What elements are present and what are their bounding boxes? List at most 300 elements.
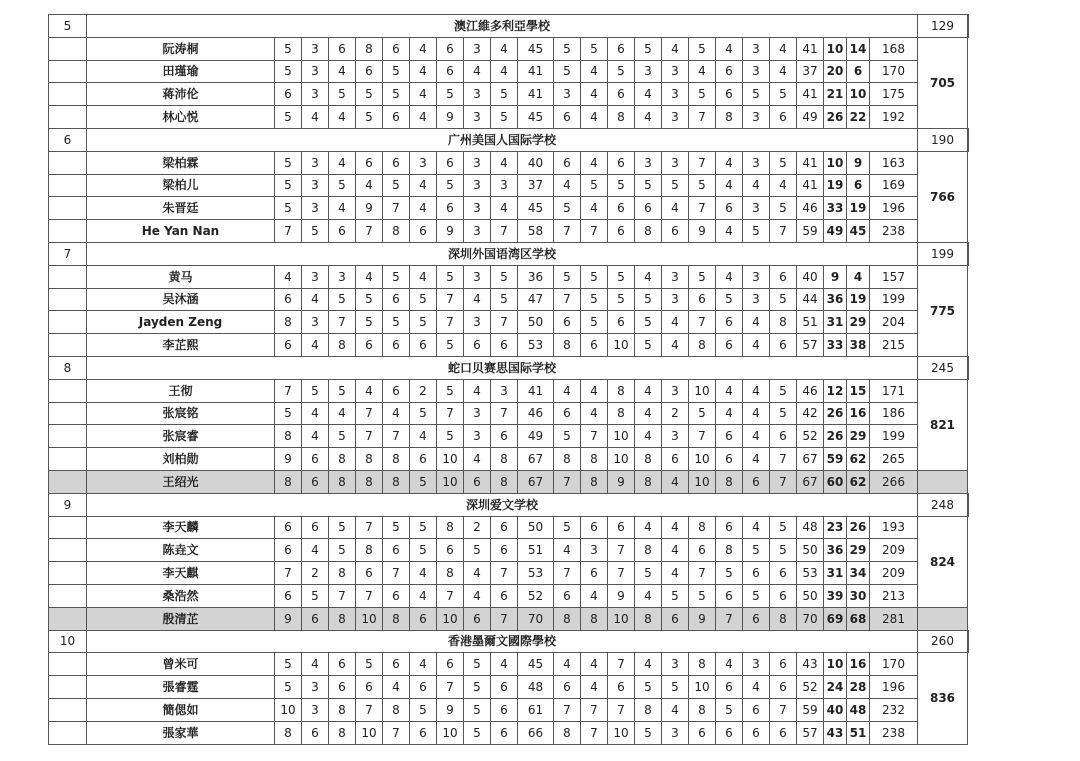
score-cell: 4 <box>581 83 608 106</box>
score-cell: 4 <box>581 379 608 402</box>
front-nine-total: 36 <box>518 265 554 288</box>
player-name: 黄马 <box>87 265 275 288</box>
score-cell: 8 <box>275 425 302 448</box>
score-cell: 6 <box>356 151 383 174</box>
school-total: 190 <box>918 128 968 151</box>
score-cell: 6 <box>608 676 635 699</box>
score-cell: 10 <box>437 607 464 630</box>
player-name: 蒋沛伦 <box>87 83 275 106</box>
score-cell: 26 <box>847 516 870 539</box>
front-nine-total: 52 <box>518 584 554 607</box>
score-cell: 10 <box>689 379 716 402</box>
player-name: 林心悦 <box>87 106 275 129</box>
front-nine-total: 45 <box>518 106 554 129</box>
score-cell: 5 <box>356 106 383 129</box>
front-nine-total: 46 <box>518 402 554 425</box>
score-cell: 7 <box>356 220 383 243</box>
score-cell: 3 <box>302 676 329 699</box>
score-cell: 6 <box>437 151 464 174</box>
score-cell: 5 <box>275 106 302 129</box>
score-cell: 6 <box>383 379 410 402</box>
score-cell: 8 <box>275 311 302 334</box>
score-cell: 6 <box>383 334 410 357</box>
player-total: 209 <box>870 539 918 562</box>
front-nine-total: 47 <box>518 288 554 311</box>
score-cell: 19 <box>847 197 870 220</box>
score-cell: 6 <box>743 607 770 630</box>
score-cell: 3 <box>743 37 770 60</box>
score-cell: 6 <box>383 584 410 607</box>
score-cell: 7 <box>689 197 716 220</box>
score-cell: 6 <box>554 106 581 129</box>
score-cell: 6 <box>491 584 518 607</box>
score-cell: 6 <box>491 539 518 562</box>
score-cell: 5 <box>689 37 716 60</box>
score-cell: 7 <box>554 698 581 721</box>
back-nine-total: 41 <box>797 151 824 174</box>
score-cell: 3 <box>662 379 689 402</box>
score-cell: 7 <box>491 220 518 243</box>
score-cell: 7 <box>437 288 464 311</box>
score-cell: 4 <box>716 402 743 425</box>
score-cell: 8 <box>329 470 356 493</box>
school-rank: 5 <box>49 15 87 38</box>
score-cell: 7 <box>329 311 356 334</box>
score-cell: 5 <box>770 539 797 562</box>
score-cell: 8 <box>554 607 581 630</box>
score-cell: 4 <box>770 174 797 197</box>
score-cell: 3 <box>464 425 491 448</box>
score-cell: 4 <box>716 379 743 402</box>
score-cell: 8 <box>581 448 608 471</box>
score-cell: 8 <box>383 607 410 630</box>
player-row <box>49 334 969 357</box>
score-cell: 3 <box>302 197 329 220</box>
player-row <box>49 83 969 106</box>
score-cell: 29 <box>847 539 870 562</box>
score-cell: 4 <box>410 83 437 106</box>
school-name: 深圳外国语湾区学校 <box>87 242 918 265</box>
score-cell: 7 <box>689 425 716 448</box>
score-cell: 6 <box>329 653 356 676</box>
rank-blank <box>49 698 87 721</box>
score-cell: 4 <box>464 584 491 607</box>
school-header-row <box>49 630 969 653</box>
player-name: 李芷熙 <box>87 334 275 357</box>
score-cell: 10 <box>824 653 847 676</box>
score-cell: 28 <box>847 676 870 699</box>
player-row <box>49 653 969 676</box>
score-cell: 4 <box>464 448 491 471</box>
score-cell: 6 <box>302 448 329 471</box>
score-cell: 4 <box>743 174 770 197</box>
score-cell: 3 <box>464 220 491 243</box>
score-cell: 3 <box>464 83 491 106</box>
score-cell: 5 <box>581 288 608 311</box>
score-cell: 8 <box>356 448 383 471</box>
score-cell: 6 <box>302 721 329 744</box>
score-cell: 8 <box>635 607 662 630</box>
score-cell: 5 <box>410 402 437 425</box>
score-cell: 6 <box>275 288 302 311</box>
score-cell: 10 <box>356 607 383 630</box>
score-cell: 19 <box>824 174 847 197</box>
score-cell: 6 <box>716 60 743 83</box>
player-name: 张宸睿 <box>87 425 275 448</box>
player-name: He Yan Nan <box>87 220 275 243</box>
score-cell: 4 <box>464 60 491 83</box>
front-nine-total: 58 <box>518 220 554 243</box>
team-total-blank <box>968 242 969 265</box>
score-cell: 8 <box>275 470 302 493</box>
back-nine-total: 42 <box>797 402 824 425</box>
back-nine-total: 49 <box>797 106 824 129</box>
score-cell: 8 <box>689 698 716 721</box>
score-cell: 8 <box>383 470 410 493</box>
score-cell: 4 <box>491 653 518 676</box>
score-cell: 8 <box>716 470 743 493</box>
score-cell: 10 <box>437 721 464 744</box>
score-cell: 69 <box>824 607 847 630</box>
score-cell: 7 <box>554 562 581 585</box>
back-nine-total: 57 <box>797 334 824 357</box>
score-cell: 6 <box>581 516 608 539</box>
score-cell: 3 <box>464 37 491 60</box>
front-nine-total: 53 <box>518 334 554 357</box>
score-cell: 31 <box>824 562 847 585</box>
score-cell: 8 <box>635 448 662 471</box>
score-cell: 8 <box>689 653 716 676</box>
front-nine-total: 41 <box>518 60 554 83</box>
score-cell: 10 <box>824 37 847 60</box>
score-cell: 5 <box>662 584 689 607</box>
rank-blank <box>49 448 87 471</box>
score-cell: 5 <box>329 539 356 562</box>
team-total-blank <box>968 630 969 653</box>
score-cell: 5 <box>356 83 383 106</box>
rank-blank <box>49 197 87 220</box>
team-total-blank <box>968 493 969 516</box>
back-nine-total: 51 <box>797 311 824 334</box>
score-cell: 6 <box>847 60 870 83</box>
score-cell: 6 <box>554 584 581 607</box>
score-cell: 8 <box>383 220 410 243</box>
score-cell: 5 <box>770 83 797 106</box>
score-cell: 4 <box>302 539 329 562</box>
rank-blank <box>49 539 87 562</box>
player-name: 刘柏勋 <box>87 448 275 471</box>
front-nine-total: 41 <box>518 379 554 402</box>
score-cell: 7 <box>716 607 743 630</box>
score-cell: 3 <box>491 379 518 402</box>
score-cell: 6 <box>383 288 410 311</box>
player-name: 張家華 <box>87 721 275 744</box>
score-cell: 23 <box>824 516 847 539</box>
score-cell: 6 <box>437 539 464 562</box>
score-cell: 4 <box>581 60 608 83</box>
score-cell: 8 <box>329 607 356 630</box>
school-name: 香港墨爾文國際學校 <box>87 630 918 653</box>
school-header-row <box>49 493 969 516</box>
score-cell: 4 <box>662 197 689 220</box>
score-cell: 5 <box>302 584 329 607</box>
player-name: 梁柏霖 <box>87 151 275 174</box>
score-cell: 5 <box>635 311 662 334</box>
results-table-body <box>49 15 969 745</box>
score-cell: 3 <box>662 83 689 106</box>
score-cell: 10 <box>608 334 635 357</box>
score-cell: 3 <box>662 151 689 174</box>
score-cell: 5 <box>491 265 518 288</box>
player-name: 王绍光 <box>87 470 275 493</box>
player-row <box>49 379 969 402</box>
score-cell: 5 <box>275 37 302 60</box>
score-cell: 3 <box>662 653 689 676</box>
score-cell: 34 <box>847 562 870 585</box>
rank-blank <box>49 265 87 288</box>
score-cell: 5 <box>464 676 491 699</box>
score-cell: 4 <box>635 425 662 448</box>
player-name: 簡偲如 <box>87 698 275 721</box>
score-cell: 2 <box>302 562 329 585</box>
player-row <box>49 265 969 288</box>
rank-blank <box>49 584 87 607</box>
results-table <box>48 14 969 745</box>
score-cell: 5 <box>635 174 662 197</box>
score-cell: 6 <box>302 470 329 493</box>
rank-blank <box>49 402 87 425</box>
score-cell: 5 <box>491 83 518 106</box>
back-nine-total: 43 <box>797 653 824 676</box>
score-cell: 7 <box>491 607 518 630</box>
score-cell: 12 <box>824 379 847 402</box>
score-cell: 4 <box>302 402 329 425</box>
score-cell: 5 <box>554 265 581 288</box>
score-cell: 24 <box>824 676 847 699</box>
school-rank: 10 <box>49 630 87 653</box>
score-cell: 3 <box>464 311 491 334</box>
score-cell: 4 <box>464 562 491 585</box>
score-cell: 6 <box>770 106 797 129</box>
score-cell: 3 <box>635 151 662 174</box>
score-cell: 4 <box>743 448 770 471</box>
score-cell: 33 <box>824 334 847 357</box>
score-cell: 4 <box>716 37 743 60</box>
score-cell: 5 <box>464 539 491 562</box>
score-cell: 6 <box>410 334 437 357</box>
score-cell: 6 <box>743 562 770 585</box>
score-cell: 10 <box>608 607 635 630</box>
score-cell: 7 <box>581 721 608 744</box>
score-cell: 5 <box>770 288 797 311</box>
back-nine-total: 50 <box>797 584 824 607</box>
score-cell: 5 <box>689 402 716 425</box>
score-cell: 6 <box>464 334 491 357</box>
player-row <box>49 288 969 311</box>
score-cell: 6 <box>635 197 662 220</box>
score-cell: 7 <box>689 562 716 585</box>
score-cell: 5 <box>329 516 356 539</box>
score-cell: 7 <box>554 288 581 311</box>
score-cell: 3 <box>581 539 608 562</box>
back-nine-total: 67 <box>797 470 824 493</box>
score-cell: 5 <box>329 83 356 106</box>
score-cell: 6 <box>608 220 635 243</box>
player-total: 213 <box>870 584 918 607</box>
score-cell: 4 <box>689 60 716 83</box>
score-cell: 5 <box>383 83 410 106</box>
front-nine-total: 45 <box>518 37 554 60</box>
school-rank: 7 <box>49 242 87 265</box>
score-cell: 3 <box>410 151 437 174</box>
score-cell: 5 <box>689 265 716 288</box>
player-total: 281 <box>870 607 918 630</box>
score-cell: 4 <box>491 197 518 220</box>
score-cell: 8 <box>581 607 608 630</box>
score-cell: 36 <box>824 539 847 562</box>
score-cell: 5 <box>554 197 581 220</box>
score-cell: 5 <box>743 83 770 106</box>
score-cell: 5 <box>554 37 581 60</box>
score-cell: 5 <box>410 539 437 562</box>
score-cell: 5 <box>554 60 581 83</box>
score-cell: 4 <box>410 197 437 220</box>
score-cell: 7 <box>608 562 635 585</box>
player-row <box>49 562 969 585</box>
score-cell: 3 <box>464 151 491 174</box>
score-cell: 4 <box>662 562 689 585</box>
player-total: 196 <box>870 676 918 699</box>
front-nine-total: 41 <box>518 83 554 106</box>
score-cell: 6 <box>383 106 410 129</box>
score-cell: 4 <box>662 539 689 562</box>
score-cell: 5 <box>662 174 689 197</box>
score-cell: 6 <box>689 721 716 744</box>
score-cell: 6 <box>770 562 797 585</box>
player-row <box>49 220 969 243</box>
player-name: 陈垚文 <box>87 539 275 562</box>
team-total: 836 <box>918 653 968 744</box>
score-cell: 9 <box>689 607 716 630</box>
score-cell: 10 <box>608 448 635 471</box>
score-cell: 5 <box>608 60 635 83</box>
score-cell: 6 <box>662 220 689 243</box>
score-cell: 8 <box>554 721 581 744</box>
score-cell: 8 <box>635 698 662 721</box>
score-cell: 4 <box>410 265 437 288</box>
score-cell: 6 <box>608 516 635 539</box>
score-cell: 3 <box>302 265 329 288</box>
school-total: 248 <box>918 493 968 516</box>
score-cell: 7 <box>554 220 581 243</box>
score-cell: 8 <box>329 334 356 357</box>
score-cell: 4 <box>554 174 581 197</box>
score-cell: 5 <box>410 470 437 493</box>
rank-blank <box>49 379 87 402</box>
score-cell: 4 <box>410 60 437 83</box>
score-cell: 19 <box>847 288 870 311</box>
score-cell: 4 <box>302 106 329 129</box>
score-cell: 3 <box>302 174 329 197</box>
player-total: 170 <box>870 60 918 83</box>
score-cell: 6 <box>437 37 464 60</box>
score-cell: 6 <box>689 288 716 311</box>
player-total: 215 <box>870 334 918 357</box>
rank-blank <box>49 721 87 744</box>
score-cell: 8 <box>770 311 797 334</box>
score-cell: 5 <box>581 265 608 288</box>
score-cell: 5 <box>770 402 797 425</box>
score-cell: 7 <box>383 562 410 585</box>
player-name: 曾米可 <box>87 653 275 676</box>
player-name: 阮涛桐 <box>87 37 275 60</box>
score-cell: 8 <box>635 470 662 493</box>
score-cell: 6 <box>716 83 743 106</box>
front-nine-total: 50 <box>518 516 554 539</box>
score-cell: 5 <box>770 379 797 402</box>
score-cell: 4 <box>743 334 770 357</box>
team-total: 824 <box>918 516 968 607</box>
back-nine-total: 57 <box>797 721 824 744</box>
score-cell: 3 <box>464 106 491 129</box>
score-cell: 21 <box>824 83 847 106</box>
score-cell: 6 <box>491 425 518 448</box>
score-cell: 8 <box>329 698 356 721</box>
score-cell: 9 <box>275 607 302 630</box>
score-cell: 8 <box>608 402 635 425</box>
back-nine-total: 52 <box>797 676 824 699</box>
score-cell: 8 <box>491 448 518 471</box>
score-cell: 6 <box>554 676 581 699</box>
score-cell: 5 <box>329 174 356 197</box>
score-cell: 3 <box>743 60 770 83</box>
score-cell: 26 <box>824 425 847 448</box>
score-cell: 4 <box>554 653 581 676</box>
score-cell: 3 <box>743 151 770 174</box>
rank-blank <box>49 288 87 311</box>
player-row <box>49 584 969 607</box>
score-cell: 40 <box>824 698 847 721</box>
player-name: 梁柏儿 <box>87 174 275 197</box>
score-cell: 9 <box>847 151 870 174</box>
school-header-row <box>49 356 969 379</box>
score-cell: 6 <box>410 721 437 744</box>
score-cell: 6 <box>716 425 743 448</box>
score-cell: 6 <box>356 562 383 585</box>
score-cell: 3 <box>743 653 770 676</box>
score-cell: 4 <box>662 334 689 357</box>
score-cell: 3 <box>635 60 662 83</box>
score-cell: 5 <box>437 425 464 448</box>
score-cell: 4 <box>770 37 797 60</box>
score-cell: 8 <box>383 698 410 721</box>
player-row <box>49 60 969 83</box>
score-cell: 2 <box>464 516 491 539</box>
score-cell: 6 <box>608 311 635 334</box>
player-row <box>49 197 969 220</box>
score-cell: 3 <box>302 151 329 174</box>
front-nine-total: 45 <box>518 653 554 676</box>
score-cell: 5 <box>329 425 356 448</box>
score-cell: 5 <box>383 265 410 288</box>
score-cell: 8 <box>329 448 356 471</box>
player-total: 171 <box>870 379 918 402</box>
school-name: 深圳爱文学校 <box>87 493 918 516</box>
score-cell: 7 <box>491 311 518 334</box>
score-cell: 4 <box>716 151 743 174</box>
score-cell: 8 <box>716 539 743 562</box>
score-cell: 10 <box>689 676 716 699</box>
